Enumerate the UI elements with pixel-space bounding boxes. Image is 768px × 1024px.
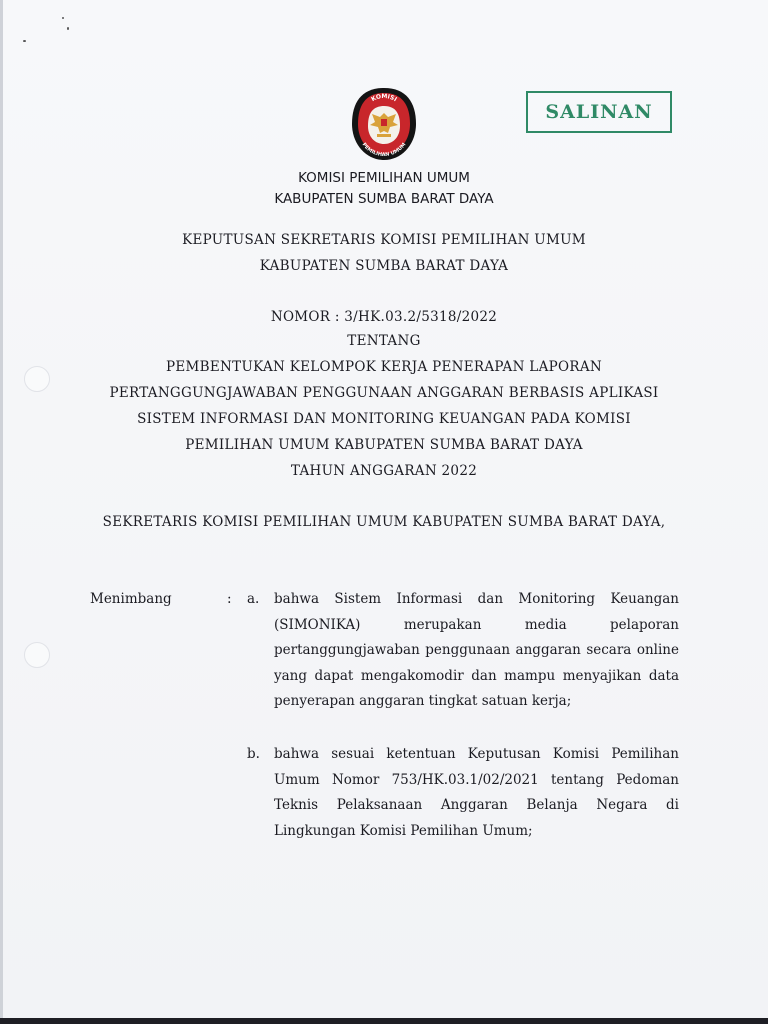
salinan-label: SALINAN <box>545 101 653 123</box>
decision-about: TENTANG <box>347 333 421 349</box>
punch-hole <box>24 642 50 668</box>
org-name-line2: KABUPATEN SUMBA BARAT DAYA <box>274 191 494 207</box>
considering-item-text: bahwa sesuai ketentuan Keputusan Komisi Pemilihan Umum Nomor 753/HK.03.1/02/2021 tentang Pedoman Teknis Pelaksanaan Anggaran Belanja Negara di Lingkungan Komisi Pemilihan Umum; <box>274 746 679 839</box>
logo-top-text: KOMISI <box>370 92 399 104</box>
scan-speck <box>62 17 64 19</box>
item-letter: b. <box>247 746 260 762</box>
scan-bottom-edge <box>0 1018 768 1024</box>
considering-label: Menimbang <box>90 591 172 607</box>
subject-line: TAHUN ANGGARAN 2022 <box>290 463 478 479</box>
logo-bottom-text: PEMILIHAN UMUM <box>360 141 408 159</box>
scan-speck <box>67 27 69 30</box>
subject-line: PERTANGGUNGJAWABAN PENGGUNAAN ANGGARAN BERBASIS APLIKASI <box>109 385 659 401</box>
scan-edge <box>0 0 3 1024</box>
decision-number: NOMOR : 3/HK.03.2/5318/2022 <box>270 309 498 325</box>
considering-colon: : <box>227 591 232 607</box>
decision-title-line1: KEPUTUSAN SEKRETARIS KOMISI PEMILIHAN UMUM <box>182 232 586 248</box>
kpu-logo <box>350 86 418 162</box>
decision-title-line2: KABUPATEN SUMBA BARAT DAYA <box>259 258 509 274</box>
issuer-line: SEKRETARIS KOMISI PEMILIHAN UMUM KABUPATEN SUMBA BARAT DAYA, <box>102 514 666 530</box>
org-name-line1: KOMISI PEMILIHAN UMUM <box>298 170 470 186</box>
subject-line: PEMBENTUKAN KELOMPOK KERJA PENERAPAN LAPORAN <box>165 359 602 375</box>
subject-line: PEMILIHAN UMUM KABUPATEN SUMBA BARAT DAYA <box>185 437 583 453</box>
considering-item-text: bahwa Sistem Informasi dan Monitoring Keuangan (SIMONIKA) merupakan media pelaporan pertanggungjawaban penggunaan anggaran secara online yang dapat mengakomodir dan mampu menyajikan data penyerapan anggaran tingkat satuan kerja; <box>274 591 679 710</box>
subject-line: SISTEM INFORMASI DAN MONITORING KEUANGAN PADA KOMISI <box>137 411 631 427</box>
scan-speck <box>23 40 26 42</box>
salinan-stamp <box>526 91 672 133</box>
item-letter: a. <box>247 591 260 607</box>
